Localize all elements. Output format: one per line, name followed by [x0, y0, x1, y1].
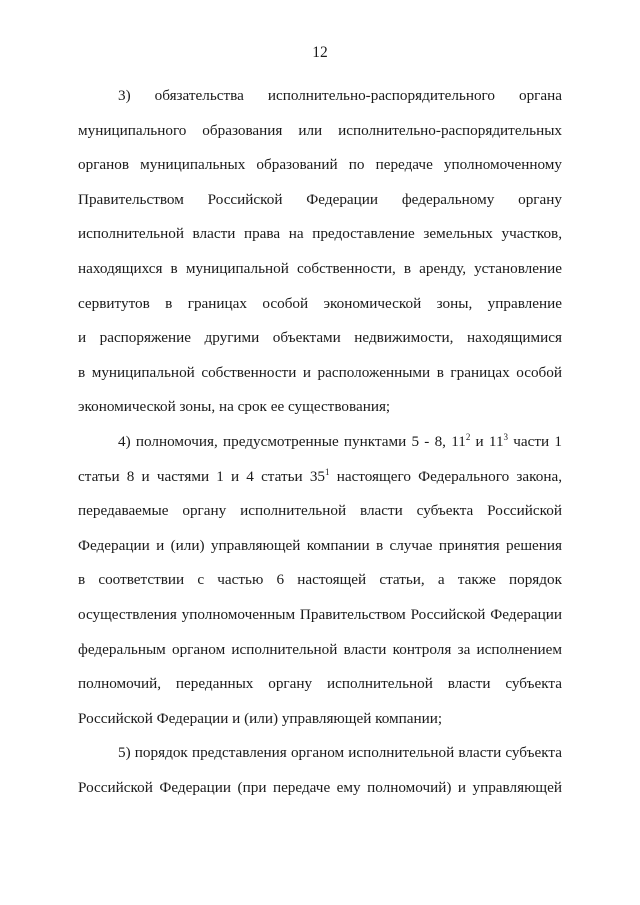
text-line: органов муниципальных образований по передаче уполномоченному [78, 156, 562, 174]
text-line: экономической зоны, на срок ее существования; [78, 398, 391, 416]
superscript: 3 [503, 431, 509, 442]
superscript: 2 [465, 431, 471, 442]
text-line: передаваемые органу исполнительной власти субъекта Российской [78, 502, 562, 520]
text-line: Федерации и (или) управляющей компании в случае принятия решения [78, 536, 562, 554]
text-line: федеральным органом исполнительной власти контроля за исполнением [78, 640, 562, 658]
text-line: 3) обязательства исполнительно-распорядительного органа [118, 87, 562, 104]
text-line: полномочий, переданных органу исполнительной власти субъекта [78, 675, 562, 693]
text-line: в муниципальной собственности и расположенными в границах особой [78, 363, 562, 381]
superscript: 1 [325, 466, 330, 477]
text-line: муниципального образования или исполнительно-распорядительных [78, 121, 562, 139]
text-line: 5) порядок представления органом исполнительной власти субъекта [118, 744, 562, 762]
text-line: Российской Федерации и (или) управляющей компании; [78, 709, 443, 727]
text-line: осуществления уполномоченным Правительством Российской Федерации [78, 605, 562, 623]
text-line: сервитутов в границах особой экономической зоны, управление [78, 294, 562, 312]
text-line: в соответствии с частью 6 настоящей статьи, а также порядок [78, 571, 562, 589]
text-line: Российской Федерации (при передаче ему полномочий) и управляющей [78, 778, 562, 796]
document-body [78, 79, 562, 805]
text-line: и распоряжение другими объектами недвижимости, находящимися [78, 329, 562, 347]
text-line: Правительством Российской Федерации федеральному органу [78, 190, 562, 208]
text-line: 4) полномочия, предусмотренные пунктами 5 - 8, $11^2$ и $11^3$ части 1 [118, 431, 562, 450]
page-number: 12 [312, 44, 328, 61]
text-line: исполнительной власти права на предоставление земельных участков, [78, 225, 562, 243]
text-line: находящихся в муниципальной собственности, в аренду, установление [78, 259, 562, 277]
text-line: статьи 8 и частями 1 и 4 статьи $35^1$ настоящего Федерального закона, [78, 466, 562, 485]
